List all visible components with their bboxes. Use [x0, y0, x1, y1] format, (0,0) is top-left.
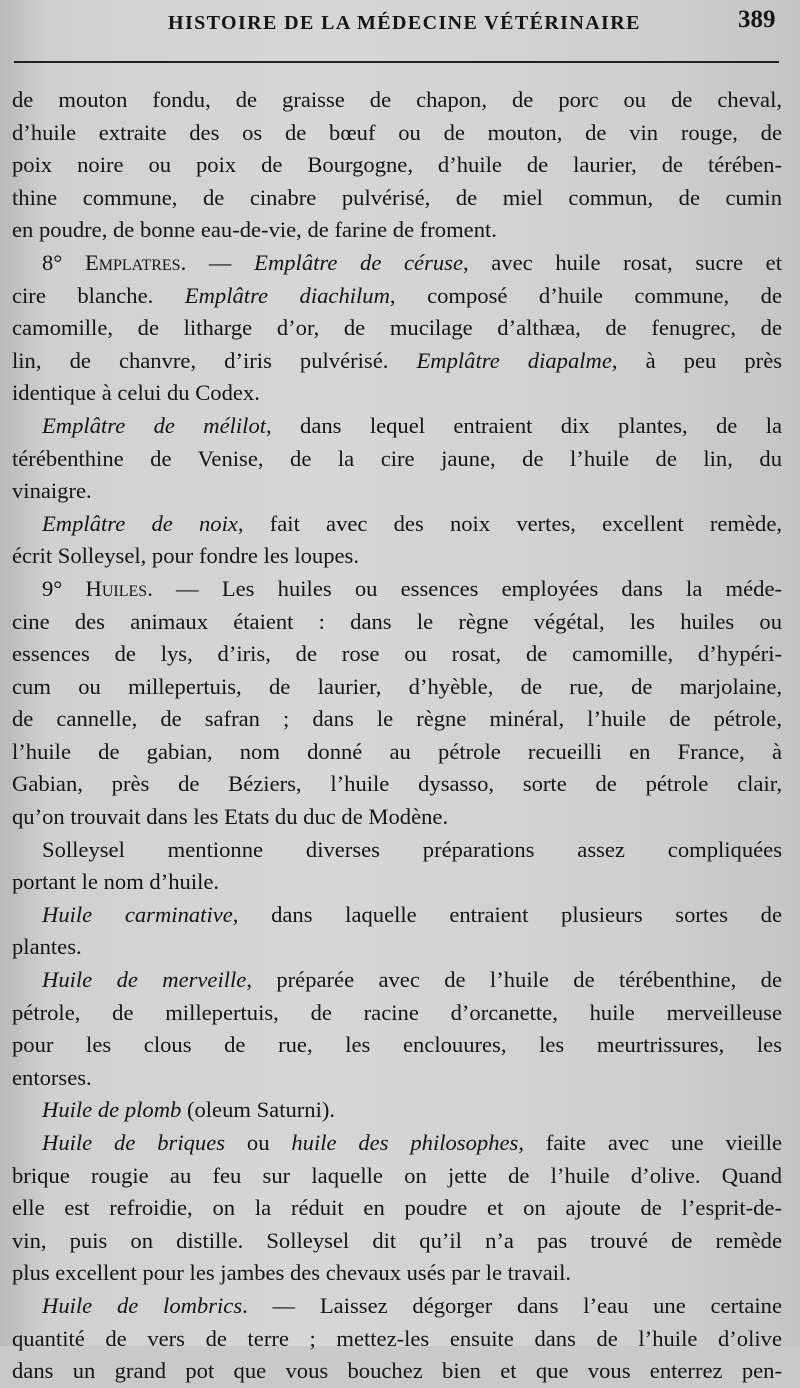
italic-run: Huile de plomb — [42, 1097, 182, 1123]
text-line — [12, 117, 782, 150]
italic-run: Emplâtre de noix — [42, 510, 238, 536]
text-run: en poudre, de bonne eau-de-vie, de farine de froment. — [12, 217, 497, 243]
text-line — [12, 1290, 782, 1323]
italic-run: huile des philosophes — [291, 1130, 519, 1155]
text-line — [12, 312, 782, 345]
page-header — [0, 0, 800, 60]
text-line — [12, 247, 782, 280]
text-run: ou — [225, 1130, 292, 1155]
text-run: cire blanche. — [12, 282, 185, 308]
text-run: 8° — [42, 249, 85, 275]
text-run: 9° — [42, 575, 86, 601]
text-run: Gabian, près de Béziers, l’huile dysasso, sorte de pétrole clair, — [12, 771, 782, 797]
text-run: portant le nom d’huile. — [12, 869, 220, 895]
text-run: , préparée avec de l’huile de térébenthine, de — [246, 967, 782, 993]
text-run: camomille, de litharge d’or, de mucilage d’althæa, de fenugrec, de — [12, 315, 782, 341]
text-line — [12, 703, 782, 736]
text-run: essences de lys, d’iris, de rose ou rosat, de camomille, d’hypéri- — [12, 641, 782, 667]
text-line — [12, 899, 782, 932]
header-rule — [14, 61, 779, 63]
text-line — [12, 182, 782, 215]
text-run: , dans laquelle entraient plusieurs sortes de — [232, 901, 782, 927]
text-run: d’huile extraite des os de bœuf ou de mouton, de vin rouge, de — [12, 119, 782, 145]
text-line — [12, 540, 782, 573]
text-run: , dans lequel entraient dix plantes, de la — [266, 412, 782, 438]
text-line — [12, 1257, 782, 1290]
italic-run: Emplâtre de mélilot — [42, 412, 267, 438]
body-text — [12, 84, 782, 1388]
text-line — [12, 768, 782, 801]
text-line — [12, 1355, 782, 1388]
text-line — [12, 606, 782, 639]
text-line — [12, 866, 782, 899]
text-line — [12, 1323, 782, 1356]
text-line — [12, 964, 782, 997]
text-run: . — Les huiles ou essences employées dans la méde- — [147, 575, 783, 601]
text-run: quantité de vers de terre ; mettez-les ensuite dans de l’huile d’olive — [12, 1325, 782, 1351]
text-run: . — Laissez dégorger dans l’eau une certaine — [242, 1292, 782, 1318]
text-run: vin, puis on distille. Solleysel dit qu’il n’a pas trouvé de remède — [12, 1227, 782, 1253]
text-line — [12, 1094, 782, 1127]
text-run: poix noire ou poix de Bourgogne, d’huile de laurier, de térében- — [12, 152, 782, 178]
text-run: de mouton fondu, de graisse de chapon, de porc ou de cheval, — [12, 87, 782, 112]
italic-run: Huile de lombrics — [42, 1292, 243, 1318]
text-run: (oleum Saturni). — [181, 1097, 336, 1123]
text-line — [12, 638, 782, 671]
small-caps-run: Emplatres — [84, 249, 181, 275]
text-line — [12, 834, 782, 867]
text-run: pétrole, de millepertuis, de racine d’orcanette, huile merveilleuse — [12, 999, 782, 1025]
text-run: lin, de chanvre, d’iris pulvérisé. — [12, 347, 417, 373]
text-run: , composé d’huile commune, de — [389, 282, 782, 308]
text-run: identique à celui du Codex. — [12, 380, 260, 406]
text-run: elle est refroidie, on la réduit en poudre et on ajoute de l’esprit-de- — [12, 1195, 782, 1221]
italic-run: Huile de briques — [42, 1130, 226, 1155]
text-run: écrit Solleysel, pour fondre les loupes. — [12, 543, 359, 569]
text-line — [12, 1225, 782, 1258]
text-run: dans un grand pot que vous bouchez bien et que vous enterrez pen- — [12, 1358, 782, 1384]
text-line — [12, 84, 782, 117]
text-run: , fait avec des noix vertes, excellent remède, — [237, 510, 782, 536]
text-run: térébenthine de Venise, de la cire jaune, de l’huile de lin, du — [12, 445, 782, 471]
italic-run: Emplâtre diachilum — [184, 282, 390, 308]
text-line — [12, 997, 782, 1030]
text-run: entorses. — [12, 1064, 92, 1090]
text-line — [12, 508, 782, 541]
text-line — [12, 1192, 782, 1225]
text-line — [12, 801, 782, 834]
text-run: plus excellent pour les jambes des chevaux usés par le travail. — [12, 1260, 572, 1286]
text-line — [12, 573, 782, 606]
text-line — [12, 377, 782, 410]
italic-run: Huile de merveille — [42, 967, 247, 993]
page-number: 389 — [738, 6, 776, 33]
text-run: pour les clous de rue, les enclouures, les meurtrissures, les — [12, 1032, 782, 1058]
text-run: , à peu près — [611, 347, 783, 373]
text-run: l’huile de gabian, nom donné au pétrole recueilli en France, à — [12, 738, 782, 764]
text-run: Solleysel mentionne diverses préparations assez compliquées — [42, 836, 782, 862]
text-run: , avec huile rosat, sucre et — [462, 249, 782, 275]
text-run: qu’on trouvait dans les Etats du duc de Modène. — [12, 804, 449, 830]
text-line — [12, 1062, 782, 1095]
text-run: de cannelle, de safran ; dans le règne minéral, l’huile de pétrole, — [12, 706, 782, 732]
text-line — [12, 475, 782, 508]
running-title: HISTOIRE DE LA MÉDECINE VÉTÉRINAIRE — [168, 12, 641, 34]
italic-run: Emplâtre de céruse — [254, 249, 463, 275]
text-run: cum ou millepertuis, de laurier, d’hyèble, de rue, de marjolaine, — [12, 673, 782, 699]
italic-run: Huile carminative — [42, 901, 233, 927]
text-run: plantes. — [12, 934, 82, 960]
text-run: vinaigre. — [12, 478, 92, 504]
text-run: , faite avec une vieille — [518, 1130, 782, 1155]
text-line — [12, 410, 782, 443]
text-line — [12, 345, 782, 378]
text-run: thine commune, de cinabre pulvérisé, de miel commun, de cumin — [12, 184, 782, 210]
text-line — [12, 931, 782, 964]
text-line — [12, 214, 782, 247]
small-caps-run: Huiles — [85, 575, 148, 601]
text-line — [12, 280, 782, 313]
text-line — [12, 736, 782, 769]
text-run: . — — [180, 249, 255, 275]
text-run: brique rougie au feu sur laquelle on jette de l’huile d’olive. Quand — [12, 1162, 782, 1188]
text-line — [12, 149, 782, 182]
text-line — [12, 671, 782, 704]
text-run: cine des animaux étaient : dans le règne végétal, les huiles ou — [12, 608, 782, 634]
italic-run: Emplâtre diapalme — [416, 347, 612, 373]
text-line — [12, 1127, 782, 1160]
text-line — [12, 1029, 782, 1062]
text-line — [12, 443, 782, 476]
text-line — [12, 1160, 782, 1193]
